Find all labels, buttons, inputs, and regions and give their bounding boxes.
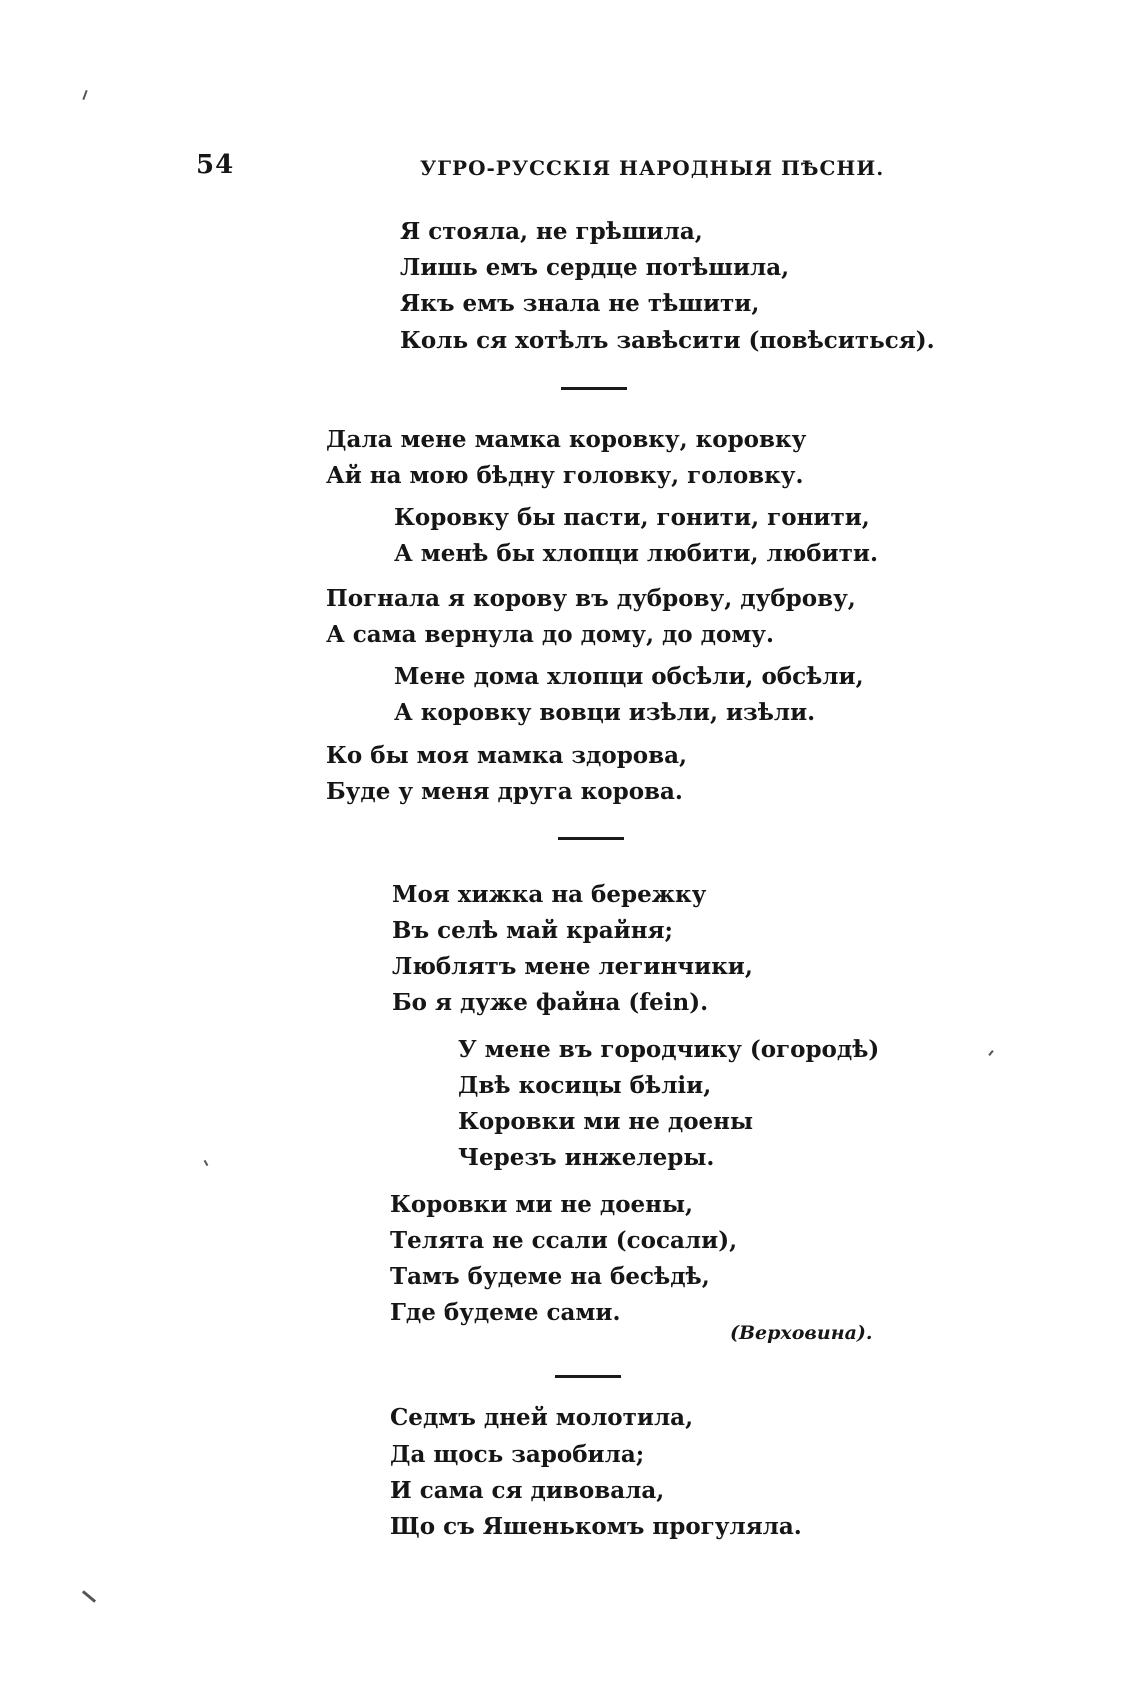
scan-speck <box>82 90 87 100</box>
verse-line: Погнала я корову въ дуброву, дуброву, <box>326 585 856 612</box>
verse-line: Тамъ будеме на бесѣдѣ, <box>390 1263 710 1290</box>
verse-line: Коль ся хотѣлъ завѣсити (повѣситься). <box>400 327 935 354</box>
verse-line: А сама вернула до дому, до дому. <box>326 621 775 648</box>
verse-line: Да щось заробила; <box>390 1441 645 1468</box>
verse-line: А менѣ бы хлопци любити, любити. <box>394 540 878 567</box>
attribution: (Верховина). <box>730 1322 873 1344</box>
verse-line: Лишь емъ сердце потѣшила, <box>400 254 790 281</box>
verse-line: Двѣ косицы бѣліи, <box>458 1072 712 1099</box>
verse-line: Въ селѣ май крайня; <box>392 917 674 944</box>
verse-line: У мене въ городчику (огородѣ) <box>458 1036 880 1063</box>
verse-line: Що съ Яшенькомъ прогуляла. <box>390 1513 802 1540</box>
verse-line: Коровки ми не доены, <box>390 1191 694 1218</box>
verse-line: Ко бы моя мамка здорова, <box>326 742 688 769</box>
verse-line: Мене дома хлопци обсѣли, обсѣли, <box>394 663 864 690</box>
verse-line: Моя хижка на бережку <box>392 881 707 908</box>
scan-speck <box>204 1160 209 1166</box>
verse-line: И сама ся дивовала, <box>390 1477 665 1504</box>
section-divider <box>558 837 624 840</box>
verse-line: Коровки ми не доены <box>458 1108 754 1135</box>
scan-speck <box>988 1050 993 1056</box>
verse-line: Якъ емъ знала не тѣшити, <box>400 290 760 317</box>
section-divider <box>555 1375 621 1378</box>
verse-line: Дала мене мамка коровку, коровку <box>326 426 807 453</box>
verse-line: Ай на мою бѣдну головку, головку. <box>326 462 804 489</box>
section-divider <box>561 387 627 390</box>
verse-line: Коровку бы пасти, гонити, гонити, <box>394 504 870 531</box>
verse-line: А коровку вовци изѣли, изѣли. <box>394 699 816 726</box>
verse-line: Черезъ инжелеры. <box>458 1144 715 1171</box>
verse-line: Буде у меня друга корова. <box>326 778 683 805</box>
scan-speck <box>82 1590 96 1603</box>
running-title: УГРО-РУССКІЯ НАРОДНЫЯ ПѢСНИ. <box>420 156 885 180</box>
verse-line: Телята не ссали (сосали), <box>390 1227 738 1254</box>
verse-line: Люблятъ мене легинчики, <box>392 953 753 980</box>
verse-line: Бо я дуже файна (fein). <box>392 989 709 1016</box>
page-number: 54 <box>196 150 235 180</box>
verse-line: Я стояла, не грѣшила, <box>400 218 703 245</box>
verse-line: Где будеме сами. <box>390 1299 621 1326</box>
verse-line: Седмъ дней молотила, <box>390 1404 694 1431</box>
